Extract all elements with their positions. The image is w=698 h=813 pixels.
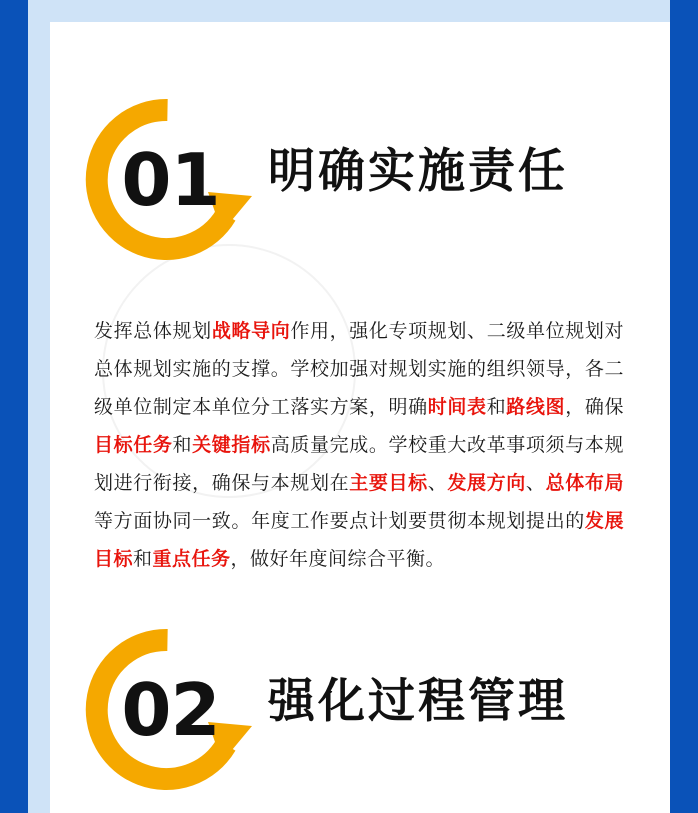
section-02-number: 02	[121, 667, 220, 752]
body-text-run: 发挥总体规划	[94, 320, 212, 342]
body-text-run: 作用，强化专项规划、二级单位规划对总体规划实施的支撑。学校加强对规划实施的组织领导，各二级单位制定本单位分工落实方案，明确	[94, 320, 624, 418]
body-text-run: 、	[427, 472, 448, 494]
body-text-run: 和	[133, 548, 153, 570]
section-01-paragraph	[94, 312, 624, 578]
body-text-run: 等方面协同一致。年度工作要点计划要贯彻本规划提出的	[94, 510, 585, 532]
highlight-text: 路线图	[506, 396, 566, 418]
section-01-header	[50, 82, 670, 257]
highlight-text: 发展方向	[447, 472, 526, 494]
highlight-text: 重点任务	[152, 548, 231, 570]
white-content-card	[50, 22, 670, 813]
section-01	[50, 82, 670, 570]
highlight-text: 战略导向	[211, 320, 291, 342]
highlight-text: 主要目标	[349, 472, 428, 494]
body-text-run: 和	[172, 434, 193, 456]
highlight-text: 目标任务	[94, 434, 173, 456]
body-text-run: ，做好年度间综合平衡。	[230, 548, 446, 570]
body-text-run: ，确保	[565, 396, 624, 418]
highlight-text: 总体布局	[545, 472, 624, 494]
body-text-run: 、	[525, 472, 546, 494]
body-text-run: 和	[486, 396, 507, 418]
highlight-text: 时间表	[427, 396, 487, 418]
body-text-run: 高质量完成。学校重大改革事项须与本规划进行衔接，确保与本规划在	[94, 434, 624, 494]
section-01-number: 01	[121, 137, 220, 222]
section-02-title: 强化过程管理	[268, 674, 568, 729]
section-01-title: 明确实施责任	[268, 144, 568, 199]
section-02-header	[50, 612, 670, 787]
highlight-text: 关键指标	[192, 434, 271, 456]
section-02	[50, 612, 670, 787]
highlight-text: 发展目标	[94, 510, 624, 570]
